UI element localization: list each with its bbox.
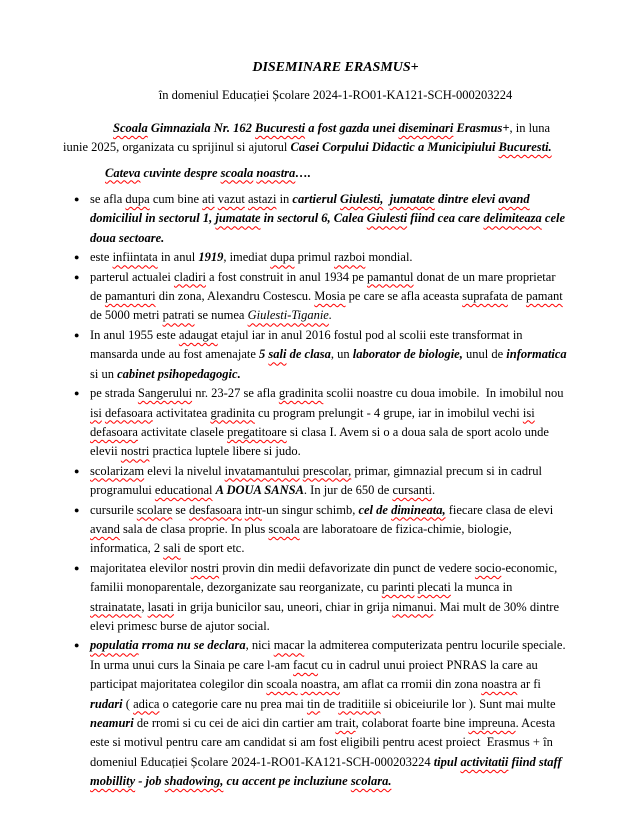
text-run: sala de clasa proprie. In plus (119, 521, 269, 536)
misspelled-text-run: mobillity (90, 774, 136, 789)
text-run: practica luptele libere si judo. (149, 444, 301, 459)
bullet-item (63, 384, 568, 462)
misspelled-text-run: jumatate (389, 192, 435, 207)
misspelled-text-run: plecati (417, 580, 451, 595)
bullet-text (90, 386, 567, 458)
document-content (63, 58, 568, 792)
text-run: , colaborat foarte bine (355, 716, 469, 730)
text-run: etajul iar in anul 2016 fostul pod al scolii este transformat in mansarda unde au fost amenajate (90, 327, 526, 362)
text-run: este (90, 250, 113, 265)
text-run: de rromi si cu cei de aici din cartier am (133, 716, 336, 730)
text-run: si un (90, 347, 570, 381)
misspelled-text-run: defasoara (104, 405, 153, 420)
document-subtitle (63, 86, 568, 105)
misspelled-text-run: astazi (247, 192, 277, 207)
text-run: majoritatea elevilor (90, 560, 191, 575)
misspelled-text-run: sali (163, 541, 181, 556)
text-run: activitatea (152, 405, 211, 420)
misspelled-text-run: Bucuresti. (498, 140, 552, 155)
misspelled-text-run: scolara. (350, 774, 392, 789)
bullet-text (90, 561, 562, 633)
text-run: fiind cea care (407, 211, 484, 226)
text-run: in sectorul 6, Calea (260, 211, 367, 226)
text-run: Casei Corpului Didactic a Municipiului (290, 140, 499, 155)
text-run: am aflat ca rromii din zona (339, 677, 482, 692)
bullet-item (63, 462, 568, 501)
text-run: din zona, Alexandru Costescu. (155, 289, 315, 304)
text-run: Gimnaziala Nr. 162 (147, 120, 256, 135)
text-run: pe strada (90, 386, 138, 401)
misspelled-text-run: cursanti (392, 483, 433, 498)
misspelled-text-run: cladiri (173, 269, 206, 284)
misspelled-text-run: dimineata, (391, 502, 446, 517)
misspelled-text-run: Scoala (113, 120, 148, 135)
text-run: cursurile (90, 502, 137, 517)
misspelled-text-run: Bucuresti (255, 120, 306, 135)
text-run: se (172, 502, 189, 517)
misspelled-text-run: isi (90, 405, 102, 420)
text-run: cu accent pe incluziune (223, 774, 351, 789)
text-run: de (507, 289, 526, 304)
misspelled-text-run: prescolar, (302, 463, 352, 478)
misspelled-text-run: invatamantului (224, 463, 300, 478)
bullet-item (63, 326, 568, 384)
text-run: primar, gimnazial precum si in cadrul programului (90, 463, 546, 498)
text-run: neamuri (90, 716, 134, 730)
misspelled-text-run: activitatii (460, 754, 509, 769)
misspelled-text-run: pamanturi (104, 289, 156, 304)
bullet-icon: ● (74, 504, 80, 515)
bullet-icon: ● (74, 465, 80, 476)
text-run: . Acesta este si motivul pentru care am candidat si am fost eligibili pentru acest proiect Erasmus + în domeniul Educației Școlare 2024-1-RO01-KA121-SCH-000203224 (90, 716, 559, 769)
text-run: ( (122, 696, 134, 711)
text-run: în domeniul Educației Școlare 2024-1-RO01-KA121-SCH-000203224 (158, 88, 513, 103)
text-run: se afla (90, 192, 126, 207)
text-run: scolii noastre cu doua imobile. In imobilul nou (323, 386, 567, 401)
text-run: . In jur de 650 de (303, 483, 393, 498)
misspelled-text-run: Cateva (105, 165, 141, 180)
bullet-item (63, 268, 568, 326)
text-run: , imediat (223, 250, 271, 265)
misspelled-text-run: noastra, (300, 677, 340, 692)
misspelled-text-run: intr (244, 502, 262, 517)
text-run: cabinet psihopedagogic. (117, 366, 241, 381)
misspelled-text-run: noastra (256, 165, 296, 180)
text-run: cel de (358, 502, 392, 517)
misspelled-text-run: Mosia (314, 289, 346, 304)
misspelled-text-run: nimanui (392, 599, 434, 614)
bullet-text (90, 270, 569, 323)
text-run: parterul actualei (90, 269, 174, 284)
text-run: -un singur schimb, (261, 502, 359, 517)
text-run: o categorie care nu prea mai (159, 696, 307, 711)
bullet-text (90, 250, 413, 264)
misspelled-text-run: socio (474, 560, 502, 575)
text-run: DISEMINARE ERASMUS+ (252, 60, 419, 75)
misspelled-text-run: pregatitoare (227, 424, 287, 439)
bullet-item (63, 501, 568, 559)
misspelled-text-run: tin (306, 696, 321, 711)
misspelled-text-run: gradinita (210, 405, 255, 420)
text-run: domiciliul in sectorul 1, (90, 192, 533, 226)
misspelled-text-run: gradinita (278, 386, 324, 401)
text-run: cartierul (292, 192, 340, 207)
misspelled-text-run: scoala (268, 521, 300, 536)
bullet-text (90, 638, 569, 788)
text-run: in (276, 192, 293, 207)
text-run: primul (294, 250, 335, 265)
misspelled-text-run: scolare (136, 502, 173, 517)
misspelled-text-run: strainatate (90, 599, 142, 614)
misspelled-text-run: avand (90, 521, 120, 536)
text-run: si obiceiurile lor ). Sunt mai multe (380, 696, 559, 711)
misspelled-text-run: patrati (162, 308, 195, 323)
bullet-text (90, 464, 545, 497)
text-run: elevi la nivelul (144, 463, 225, 478)
section-heading (63, 164, 568, 183)
text-run: a fost gazda unei (305, 120, 399, 135)
misspelled-text-run: lasati (147, 599, 175, 614)
bullet-item (63, 248, 568, 267)
misspelled-text-run: infiintata (112, 250, 158, 265)
misspelled-text-run: scolarizam (90, 463, 145, 478)
text-run: nr. 23-27 se afla (192, 386, 279, 401)
text-run: , (141, 599, 148, 614)
text-run: . Mai mult de 30% dintre elevi primesc burse de ajutor social. (90, 599, 563, 633)
bullet-icon: ● (74, 252, 80, 263)
text-run: , un (330, 347, 353, 362)
text-run: Erasmus+ (453, 120, 510, 135)
text-run: rudari (90, 696, 123, 711)
text-run: are laboratoare de fizica-chimie, biologie, informatica, 2 (90, 521, 515, 556)
misspelled-text-run: nostri (190, 560, 220, 575)
text-run: a fost construit in anul 1934 pe (205, 269, 368, 284)
text-run: , in luna iunie 2025, organizata cu sprijinul si ajutorul (63, 120, 554, 155)
text-run: In anul 1955 este (90, 327, 179, 342)
bullet-item (63, 190, 568, 248)
misspelled-text-run: trait (335, 716, 356, 730)
misspelled-text-run: ati (202, 192, 215, 207)
misspelled-text-run: Giulesti, (340, 192, 384, 207)
text-run: A DOUA SANSA (215, 483, 304, 498)
bullet-icon: ● (74, 194, 80, 205)
misspelled-text-run: scoala (266, 677, 298, 692)
misspelled-text-run: dupa (270, 250, 295, 265)
text-run: rroma nu se declara (138, 638, 246, 653)
misspelled-text-run: diseminari (398, 120, 454, 135)
text-run: informatica (506, 347, 567, 362)
misspelled-text-run: shadowing, (164, 774, 224, 789)
misspelled-text-run: suprafata (462, 289, 508, 304)
misspelled-text-run: pamant (525, 289, 563, 304)
misspelled-text-run: populatia (90, 638, 139, 653)
bullet-icon: ● (74, 271, 80, 282)
bullet-icon: ● (74, 329, 80, 340)
misspelled-text-run: Giulesti-Tiganie (247, 308, 329, 323)
misspelled-text-run: traditiile (338, 696, 381, 711)
lead-paragraph (63, 119, 568, 158)
misspelled-text-run: educational (154, 483, 213, 498)
misspelled-text-run: adaugat (178, 327, 218, 342)
text-run: de sport etc. (180, 541, 245, 556)
bullet-text (90, 503, 556, 556)
text-run (535, 406, 538, 420)
misspelled-text-run: pamantul (367, 269, 414, 284)
text-run: 1919 (198, 250, 224, 265)
text-run: cuvinte despre (140, 165, 221, 180)
misspelled-text-run: avand (498, 192, 530, 207)
text-run: se numea (194, 308, 248, 323)
text-run: mondial. (365, 250, 413, 265)
text-run: in anul (157, 250, 199, 265)
misspelled-text-run: facut (293, 657, 319, 672)
text-run: unul de (462, 347, 507, 362)
text-run: la admiterea computerizata pentru locurile speciale. In urma unui curs la Sinaia pe care l-am (90, 638, 569, 672)
misspelled-text-run: desfasoara (188, 502, 242, 517)
text-run: cum bine (149, 192, 203, 207)
text-run: . (328, 308, 332, 323)
text-run: laborator de biologie, (352, 347, 463, 362)
text-run: ar fi (517, 677, 545, 692)
bullet-item (63, 636, 568, 791)
bullet-item (63, 559, 568, 637)
misspelled-text-run: jumatate (215, 211, 261, 226)
text-run: in grija bunicilor sau, uneori, chiar in grija (174, 599, 393, 614)
misspelled-text-run: adica (133, 696, 160, 711)
misspelled-text-run: sali (268, 347, 287, 362)
text-run: fiind staff (508, 754, 565, 769)
bullet-icon: ● (74, 562, 80, 573)
text-run: tipul (433, 754, 461, 769)
text-run: , nici (245, 638, 274, 653)
text-run: …. (295, 165, 311, 180)
text-run: cu program prelungit - 4 grupe, iar in imobilul vechi (254, 405, 523, 420)
bullet-icon: ● (74, 388, 80, 399)
bullet-text (90, 192, 568, 245)
misspelled-text-run: macar (273, 638, 305, 653)
text-run: dintre elevi (434, 192, 499, 207)
misspelled-text-run: delimiteaza (483, 211, 542, 226)
bullet-text (90, 328, 570, 381)
text-run: de clasa (286, 347, 331, 362)
misspelled-text-run: vazut (217, 192, 245, 207)
text-run: de (320, 696, 339, 711)
misspelled-text-run: scoala (220, 165, 254, 180)
misspelled-text-run: parinti (381, 580, 415, 595)
text-run: provin din medii defavorizate din punct de vedere (219, 560, 475, 575)
text-run: - job (135, 774, 165, 789)
misspelled-text-run: isi (522, 405, 535, 420)
text-run: cele doua sectoare. (90, 211, 569, 245)
text-run: pe care se afla aceasta (345, 289, 463, 304)
text-run: la munca in (450, 580, 516, 595)
bullet-icon: ● (74, 640, 80, 651)
text-run: activitate clasele (137, 424, 228, 439)
misspelled-text-run: razboi (334, 250, 366, 265)
text-run: de 5000 metri (90, 289, 570, 323)
misspelled-text-run: Sangerului (137, 386, 193, 401)
text-run: -economic, familii monoparentale, dezorganizate sau reorganizate, cu (90, 560, 561, 595)
misspelled-text-run: impreuna (468, 716, 516, 730)
text-run: donat de un mare proprietar de (90, 269, 559, 304)
misspelled-text-run: Giulesti (366, 211, 408, 226)
text-run: . (432, 483, 436, 498)
misspelled-text-run: dupa (125, 192, 150, 207)
misspelled-text-run: noastra (481, 677, 518, 692)
text-run: 5 (259, 347, 269, 362)
text-run: si clasa I. Avem si o a doua sala de sport acolo unde elevii (90, 424, 553, 459)
misspelled-text-run: defasoara (90, 424, 138, 439)
document-title (63, 58, 568, 77)
text-run: cu in cadrul unui proiect PNRAS la care au participat majoritatea colegilor din (90, 657, 541, 692)
misspelled-text-run: nostri (120, 444, 150, 459)
text-run: fiecare clasa de elevi (445, 502, 557, 517)
